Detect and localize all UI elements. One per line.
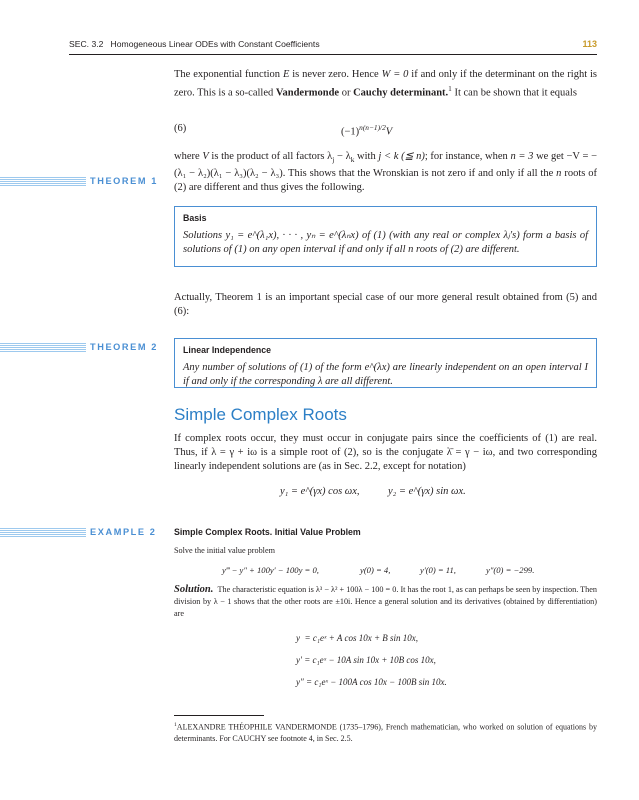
- equation-6: $(-1)^{n(n-1)/2}V$: [341, 123, 393, 138]
- initial-condition-3: y″(0) = −299.: [486, 565, 535, 575]
- example-2-margin-rule: [0, 528, 86, 537]
- theorem-1-margin-rule: [0, 177, 86, 186]
- general-solution-y-double-prime: y″ = c₁eˣ − 100A cos 10x − 100B sin 10x.: [296, 677, 447, 687]
- paragraph-complex-roots: If complex roots occur, they must occur in conjugate pairs since the coefficients of (1) are real. Thus, if λ = γ + iω is a simple root of (2), so is the conjugate λ̄ = γ − iω, and two corresponding linearly independent solutions are (as in Sec. 2.2, except for notation): [174, 433, 597, 472]
- solution-y2: y₂ = e^(γx) sin ωx.: [388, 486, 466, 497]
- section-heading: Simple Complex Roots: [174, 405, 347, 424]
- footnote: $^1$ALEXANDRE THÉOPHILE VANDERMONDE (1735–1796), French mathematician, who worked on solution of equations by determinants. For CAUCHY see footnote 4, in Sec. 2.5.: [174, 722, 597, 744]
- footnote-rule: [174, 715, 264, 716]
- paragraph-wronskian: where V is the product of all factors $\lambda_j - \lambda_k$ with j < k (≦ n); for instance, when n = 3 we get −V = −(λ₁ − λ₂)(λ₁ − λ₃)(λ₂ − λ₃). This shows that the Wronskian is not zero if and only if all the n roots of (2) are different and thus gives the following.: [174, 151, 597, 193]
- theorem-2-margin-rule: [0, 343, 86, 352]
- theorem-1-text: Solutions y₁ = e^(λ₁x), · · · , yₙ = e^(λₙx) of (1) (with any real or complex λⱼ's) form a basis of solutions of (1) on any open interval if and only if all n roots of (2) are different.: [183, 230, 588, 255]
- term-cauchy: Cauchy determinant: [353, 87, 446, 99]
- footnote-ref: 1: [448, 83, 452, 93]
- solution-y1: y₁ = e^(γx) cos ωx,: [280, 486, 360, 497]
- example-ode: y‴ − y″ + 100y′ − 100y = 0,: [222, 565, 319, 575]
- initial-condition-2: y′(0) = 11,: [420, 565, 456, 575]
- theorem-1-box: [174, 206, 597, 267]
- header-rule: [69, 54, 597, 55]
- running-head: [69, 39, 597, 53]
- theorem-2-title: Linear Independence: [183, 345, 271, 355]
- theorem-1-title: Basis: [183, 213, 207, 223]
- example-2-label: EXAMPLE 2: [90, 527, 157, 537]
- page-number: 113: [582, 39, 597, 49]
- paragraph-special-case: Actually, Theorem 1 is an important special case of our more general result obtained from (5) and (6):: [174, 292, 597, 317]
- example-2-title: Simple Complex Roots. Initial Value Problem: [174, 527, 361, 537]
- solution-label: Solution.: [174, 584, 214, 595]
- example-2-intro: Solve the initial value problem: [174, 546, 275, 555]
- term-vandermonde: Vandermonde: [275, 87, 340, 99]
- section-header: SEC. 3.2 Homogeneous Linear ODEs with Constant Coefficients: [69, 39, 320, 49]
- footnote-mark: 1: [174, 722, 177, 728]
- theorem-2-label: THEOREM 2: [90, 342, 158, 352]
- equation-number: (6): [174, 123, 187, 134]
- paragraph-intro: The exponential function E is never zero. Hence W = 0 if and only if the determinant on the right is zero. This is a so-called Vandermonde or Cauchy determinant.$^1$ It can be shown that it equals: [174, 69, 597, 99]
- general-solution-y: y = c₁eˣ + A cos 10x + B sin 10x,: [296, 633, 419, 643]
- example-solution: Solution. The characteristic equation is λ³ − λ² + 100λ − 100 = 0. It has the root 1, as can perhaps be seen by inspection. Then division by λ − 1 shows that the other roots are ±10i. Hence a general solution and its derivatives (obtained by differentiation) are: [174, 584, 597, 618]
- general-solution-y-prime: y′ = c₁eˣ − 10A sin 10x + 10B cos 10x,: [296, 655, 436, 665]
- theorem-1-label: THEOREM 1: [90, 176, 158, 186]
- theorem-2-box: [174, 338, 597, 388]
- initial-condition-1: y(0) = 4,: [360, 565, 391, 575]
- theorem-2-text: Any number of solutions of (1) of the form e^(λx) are linearly independent on an open interval I if and only if the corresponding λ are all different.: [183, 362, 588, 387]
